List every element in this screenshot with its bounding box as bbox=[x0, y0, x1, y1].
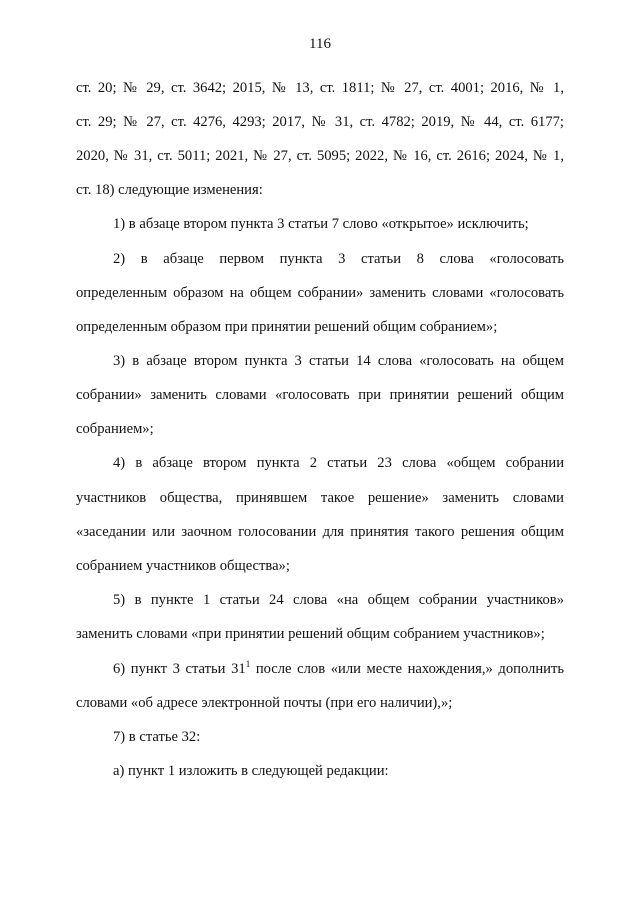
list-item-2: 2) в абзаце первом пункта 3 статьи 8 слова «голосовать bbox=[113, 251, 564, 267]
list-item-1: 1) в абзаце втором пункта 3 статьи 7 слово «открытое» исключить; bbox=[113, 216, 529, 232]
text-line: определенным образом при принятии решений общим собранием»; bbox=[76, 319, 498, 335]
list-item-7a: а) пункт 1 изложить в следующей редакции: bbox=[113, 763, 389, 779]
text-line: участников общества, принявшем такое решение» заменить словами bbox=[76, 490, 564, 506]
list-item-5: 5) в пункте 1 статьи 24 слова «на общем собрании участников» bbox=[113, 592, 564, 608]
page-number: 116 bbox=[309, 36, 331, 52]
text-line: ст. 20; № 29, ст. 3642; 2015, № 13, ст. 1811; № 27, ст. 4001; 2016, № 1, bbox=[76, 80, 564, 96]
text-line: «заседании или заочном голосовании для принятия такого решения общим bbox=[76, 524, 564, 540]
text-fragment: 6) пункт 3 статьи 31 bbox=[113, 661, 246, 677]
list-item-4: 4) в абзаце втором пункта 2 статьи 23 слова «общем собрании bbox=[113, 455, 564, 471]
list-item-3: 3) в абзаце втором пункта 3 статьи 14 слова «голосовать на общем bbox=[113, 353, 564, 369]
text-line: ст. 18) следующие изменения: bbox=[76, 182, 263, 198]
superscript: 1 bbox=[245, 659, 251, 670]
text-line: словами «об адресе электронной почты (при его наличии),»; bbox=[76, 695, 453, 711]
text-line: собранием участников общества»; bbox=[76, 558, 290, 574]
text-line: собранием»; bbox=[76, 421, 154, 437]
text-fragment: после слов «или месте нахождения,» дополнить bbox=[250, 661, 564, 677]
text-line: заменить словами «при принятии решений общим собранием участников»; bbox=[76, 626, 545, 642]
text-line: ст. 29; № 27, ст. 4276, 4293; 2017, № 31, ст. 4782; 2019, № 44, ст. 6177; bbox=[76, 114, 564, 130]
text-line: собрании» заменить словами «голосовать при принятии решений общим bbox=[76, 387, 564, 403]
text-line: определенным образом на общем собрании» заменить словами «голосовать bbox=[76, 285, 564, 301]
list-item-6 bbox=[113, 659, 564, 679]
text-line: 2020, № 31, ст. 5011; 2021, № 27, ст. 5095; 2022, № 16, ст. 2616; 2024, № 1, bbox=[76, 148, 564, 164]
list-item-7: 7) в статье 32: bbox=[113, 729, 201, 745]
